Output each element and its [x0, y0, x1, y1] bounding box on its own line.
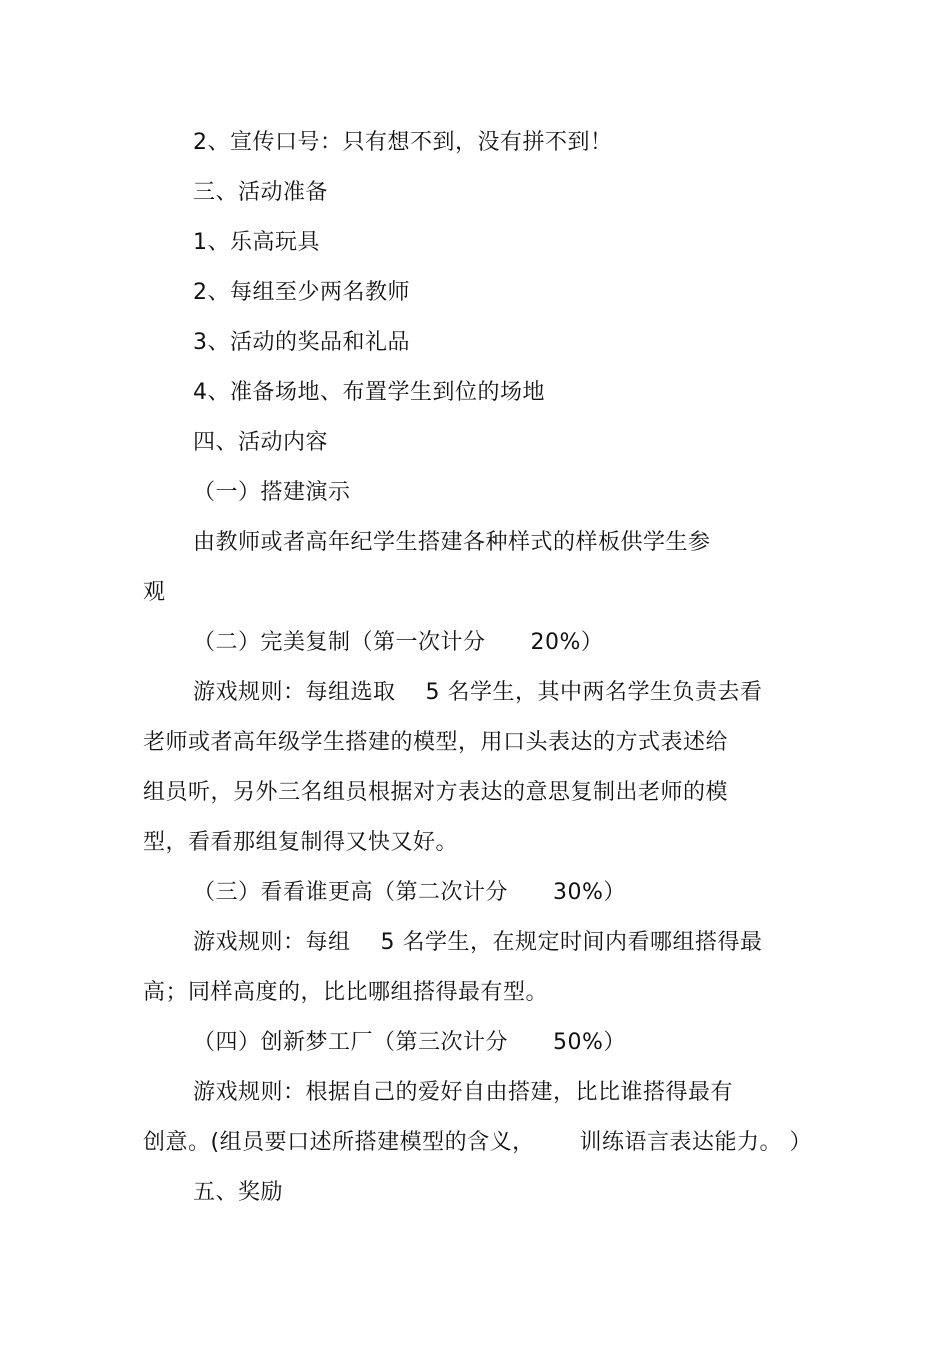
subsection-heading: （三）看看谁更高（第二次计分 30%） — [193, 880, 626, 905]
subsection-heading: （一）搭建演示 — [193, 480, 351, 505]
slogan-line: 2、宣传口号：只有想不到，没有拼不到！ — [193, 130, 613, 155]
list-item: 1、乐高玩具 — [193, 230, 320, 255]
subsection-heading: （二）完美复制（第一次计分 20%） — [193, 630, 604, 655]
subsection-heading: （四）创新梦工厂（第三次计分 50%） — [193, 1030, 626, 1055]
section-heading: 四、活动内容 — [193, 430, 329, 455]
list-item: 4、准备场地、布置学生到位的场地 — [193, 380, 545, 405]
paragraph-line: 型，看看那组复制得又快又好。 — [143, 830, 459, 855]
paragraph-line: 游戏规则：每组选取 5 名学生，其中两名学生负责去看 — [193, 680, 763, 705]
paragraph-line: 老师或者高年级学生搭建的模型，用口头表达的方式表述给 — [143, 730, 729, 755]
paragraph-line: 高；同样高度的，比比哪组搭得最有型。 — [143, 980, 549, 1005]
paragraph-line: 组员听，另外三名组员根据对方表达的意思复制出老师的模 — [143, 780, 729, 805]
paragraph-line: 游戏规则：每组 5 名学生，在规定时间内看哪组搭得最 — [193, 930, 763, 955]
section-heading: 五、奖励 — [193, 1180, 284, 1205]
paragraph-line: 观 — [143, 580, 166, 605]
list-item: 2、每组至少两名教师 — [193, 280, 410, 305]
paragraph-line: 游戏规则：根据自己的爱好自由搭建，比比谁搭得最有 — [193, 1080, 734, 1105]
list-item: 3、活动的奖品和礼品 — [193, 330, 410, 355]
paragraph-line: 由教师或者高年纪学生搭建各种样式的样板供学生参 — [193, 530, 711, 555]
paragraph-line: 创意。(组员要口述所搭建模型的含义， 训练语言表达能力。 ） — [143, 1130, 813, 1155]
section-heading: 三、活动准备 — [193, 180, 329, 205]
